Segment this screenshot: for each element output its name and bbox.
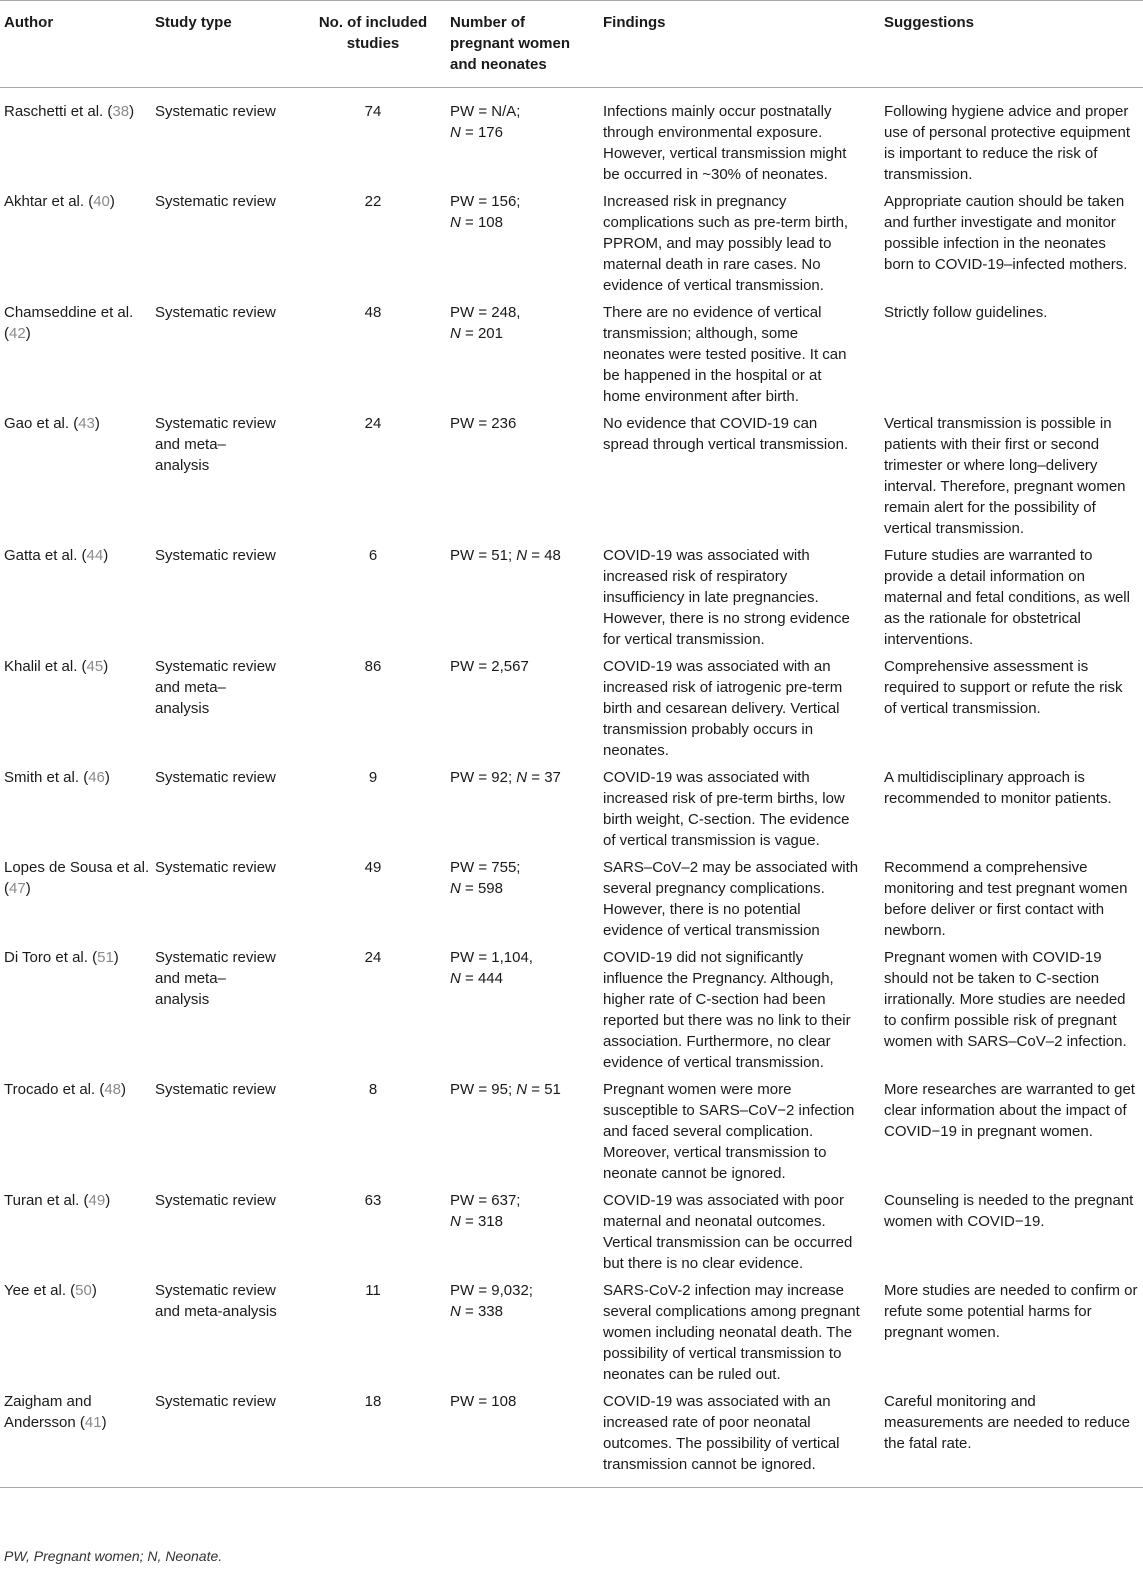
participants-cell [450, 1391, 603, 1488]
header-suggestions: Suggestions [884, 14, 975, 31]
table-header [0, 1, 1143, 88]
table-row [0, 1079, 1143, 1190]
pregnant-women-count: PW = 248, [450, 304, 521, 321]
participants-cell [450, 1280, 603, 1391]
study-type-cell: Systematic review and meta-analysis [155, 1282, 277, 1320]
pregnant-women-count: PW = 9,032; [450, 1282, 533, 1299]
reference-link[interactable]: 43 [78, 415, 95, 432]
table-row [0, 413, 1143, 545]
neonate-count: = 201 [460, 325, 503, 342]
suggestions-cell: Vertical transmission is possible in patients with their first or second trimester or where long–delivery interval. Therefore, pregnant women remain alert for the possibility of vertical transmission. [884, 415, 1126, 537]
reference-link[interactable]: 48 [104, 1081, 122, 1098]
reference-link[interactable]: 41 [84, 1414, 102, 1431]
findings-cell: Pregnant women were more susceptible to SARS–CoV−2 infection and faced several complication. Moreover, vertical transmission to neonate cannot be ignored. [603, 1081, 855, 1182]
author-name: Yee et al. [4, 1282, 66, 1299]
author-cell: Akhtar et al. (40) [4, 193, 115, 210]
findings-cell: COVID-19 was associated with an increased rate of poor neonatal outcomes. The possibility of vertical transmission cannot be ignored. [603, 1393, 840, 1473]
study-type-cell: Systematic review [155, 193, 276, 210]
author-name: Zaigham and Andersson [4, 1393, 92, 1431]
author-name: Smith et al. [4, 769, 80, 786]
study-type-cell: Systematic review [155, 1393, 276, 1410]
findings-cell: SARS–CoV–2 may be associated with several pregnancy complications. However, there is no potential evidence of vertical transmission [603, 859, 859, 939]
neonate-symbol: N [450, 325, 461, 342]
pregnant-women-count: PW = 2,567 [450, 658, 529, 675]
suggestions-cell: More studies are needed to confirm or refute some potential harms for pregnant women. [884, 1282, 1138, 1341]
table-row [0, 767, 1143, 857]
study-type-cell: Systematic review [155, 1081, 276, 1098]
header-included-studies [296, 1, 450, 88]
reference-link[interactable]: 47 [9, 880, 26, 897]
findings-cell: Infections mainly occur postnatally through environmental exposure. However, vertical transmission might be occurred in ~30% of neonates. [603, 103, 847, 183]
findings-cell: COVID-19 was associated with increased risk of pre-term births, low birth weight, C-section. The evidence of vertical transmission is vague. [603, 769, 850, 849]
table-row [0, 1190, 1143, 1280]
neonate-symbol: N [450, 1213, 461, 1230]
author-cell: Lopes de Sousa et al. (47) [4, 859, 150, 897]
findings-cell: No evidence that COVID-19 can spread through vertical transmission. [603, 415, 849, 453]
author-name: Raschetti et al. [4, 103, 104, 120]
reference-link[interactable]: 42 [9, 325, 26, 342]
neonate-count-group [516, 769, 561, 786]
neonate-count: = 51 [527, 1081, 561, 1098]
neonate-symbol: N [516, 769, 528, 786]
author-name: Akhtar et al. [4, 193, 85, 210]
suggestions-cell: Future studies are warranted to provide a detail information on maternal and fetal conditions, as well as the rationale for obstetrical interventions. [884, 547, 1130, 648]
author-cell: Raschetti et al. (38) [4, 103, 135, 120]
included-studies-cell: 8 [368, 1081, 378, 1098]
included-studies-cell: 48 [364, 304, 382, 321]
author-name: Lopes de Sousa et al. [4, 859, 150, 876]
table-row [0, 302, 1143, 413]
findings-cell: There are no evidence of vertical transmission; although, some neonates were tested positive. It can be happened in the hospital or at home environment after birth. [603, 304, 847, 405]
author-name: Chamseddine et al. [4, 304, 134, 321]
suggestions-cell: Recommend a comprehensive monitoring and test pregnant women before deliver or first contact with newborn. [884, 859, 1128, 939]
neonate-symbol: N [450, 124, 461, 141]
suggestions-cell: Appropriate caution should be taken and further investigate and monitor possible infection in the neonates born to COVID-19–infected mothers. [884, 193, 1128, 273]
reference-link[interactable]: 50 [75, 1282, 92, 1299]
author-name: Gao et al. [4, 415, 70, 432]
included-studies-cell: 86 [364, 658, 382, 675]
reference-link[interactable]: 38 [112, 103, 130, 120]
author-cell: Zaigham and Andersson (41) [4, 1393, 107, 1431]
pregnant-women-count: PW = 92; [450, 769, 517, 786]
suggestions-cell: Careful monitoring and measurements are needed to reduce the fatal rate. [884, 1393, 1130, 1452]
table-body [0, 88, 1143, 1488]
included-studies-cell: 18 [364, 1393, 382, 1410]
pregnant-women-count: PW = 108 [450, 1393, 517, 1410]
study-type-cell: Systematic review [155, 769, 276, 786]
reference-link[interactable]: 44 [86, 547, 104, 564]
neonate-count-group [450, 968, 603, 989]
header-author: Author [4, 14, 54, 31]
header-study-type: Study type [155, 14, 232, 31]
study-type-cell: Systematic review [155, 859, 276, 876]
author-cell: Turan et al. (49) [4, 1192, 111, 1209]
suggestions-cell: Counseling is needed to the pregnant women with COVID−19. [884, 1192, 1134, 1230]
table-row [0, 947, 1143, 1079]
neonate-count-group [450, 1301, 603, 1322]
author-name: Trocado et al. [4, 1081, 96, 1098]
neonate-count: = 444 [460, 970, 503, 987]
participants-cell [450, 947, 603, 1079]
header-included-studies-label: No. of included studies [318, 14, 428, 52]
table-row [0, 88, 1143, 192]
reference-link[interactable]: 40 [93, 193, 110, 210]
participants-cell [450, 545, 603, 656]
table-row [0, 857, 1143, 947]
neonate-count: = 108 [460, 214, 503, 231]
neonate-count: = 37 [527, 769, 561, 786]
pregnant-women-count: PW = 51; [450, 547, 517, 564]
author-cell: Trocado et al. (48) [4, 1081, 127, 1098]
neonate-count-group [450, 323, 603, 344]
table-row [0, 656, 1143, 767]
author-cell: Yee et al. (50) [4, 1282, 97, 1299]
neonate-symbol: N [516, 547, 528, 564]
included-studies-cell: 24 [364, 415, 382, 432]
participants-cell [450, 1079, 603, 1190]
author-name: Khalil et al. [4, 658, 78, 675]
author-cell: Di Toro et al. (51) [4, 949, 119, 966]
included-studies-cell: 24 [364, 949, 382, 966]
neonate-count-group [516, 1081, 561, 1098]
neonate-count: = 318 [460, 1213, 503, 1230]
neonate-symbol: N [450, 214, 461, 231]
findings-cell: SARS-CoV-2 infection may increase several complications among pregnant women including neonatal death. The possibility of vertical transmission to neonates can be ruled out. [603, 1282, 860, 1383]
header-findings: Findings [603, 14, 666, 31]
study-type-cell: Systematic review and meta–analysis [155, 415, 276, 474]
header-participants-label: Number of pregnant women and neonates [450, 14, 571, 73]
findings-cell: COVID-19 did not significantly influence the Pregnancy. Although, higher rate of C-section had been reported but there was no link to their association. Furthermore, no clear evidence of vertical transmission. [603, 949, 851, 1071]
findings-cell: COVID-19 was associated with poor maternal and neonatal outcomes. Vertical transmission can be occurred but there is no clear evidence. [603, 1192, 853, 1272]
neonate-symbol: N [450, 880, 461, 897]
neonate-count: = 48 [527, 547, 561, 564]
table-row [0, 545, 1143, 656]
included-studies-cell: 6 [368, 547, 378, 564]
included-studies-cell: 22 [364, 193, 382, 210]
neonate-count: = 338 [460, 1303, 503, 1320]
pregnant-women-count: PW = 755; [450, 859, 521, 876]
neonate-count-group [450, 1211, 603, 1232]
suggestions-cell: Strictly follow guidelines. [884, 304, 1048, 321]
author-name: Turan et al. [4, 1192, 80, 1209]
pregnant-women-count: PW = 156; [450, 193, 521, 210]
author-cell: Gatta et al. (44) [4, 547, 109, 564]
participants-cell [450, 88, 603, 192]
neonate-count-group [516, 547, 561, 564]
included-studies-cell: 11 [365, 1282, 381, 1299]
pregnant-women-count: PW = 95; [450, 1081, 517, 1098]
participants-cell [450, 656, 603, 767]
reference-link[interactable]: 46 [88, 769, 105, 786]
reference-link[interactable]: 45 [86, 658, 104, 675]
participants-cell [450, 1190, 603, 1280]
table-row [0, 1280, 1143, 1391]
neonate-count: = 176 [460, 124, 503, 141]
suggestions-cell: Comprehensive assessment is required to support or refute the risk of vertical transmission. [884, 658, 1123, 717]
author-cell: Chamseddine et al. (42) [4, 304, 134, 342]
reference-link[interactable]: 51 [97, 949, 114, 966]
author-cell: Gao et al. (43) [4, 415, 100, 432]
suggestions-cell: Pregnant women with COVID-19 should not be taken to C-section irrationally. More studies are needed to confirm possible risk of pregnant women with SARS–CoV–2 infection. [884, 949, 1127, 1050]
study-type-cell: Systematic review [155, 103, 276, 120]
header-participants [450, 1, 603, 88]
suggestions-cell: More researches are warranted to get clear information about the impact of COVID−19 in pregnant women. [884, 1081, 1135, 1140]
neonate-symbol: N [450, 970, 461, 987]
reference-link[interactable]: 49 [88, 1192, 106, 1209]
table-row [0, 1391, 1143, 1488]
pregnant-women-count: PW = 637; [450, 1192, 521, 1209]
participants-cell [450, 767, 603, 857]
study-type-cell: Systematic review [155, 304, 276, 321]
header-row [0, 1, 1143, 88]
included-studies-cell: 74 [364, 103, 382, 120]
suggestions-cell: Following hygiene advice and proper use of personal protective equipment is important to reduce the risk of transmission. [884, 103, 1130, 183]
neonate-count-group [450, 212, 603, 233]
study-type-cell: Systematic review and meta–analysis [155, 658, 276, 717]
study-type-cell: Systematic review [155, 547, 276, 564]
included-studies-cell: 63 [364, 1192, 382, 1209]
included-studies-cell: 9 [368, 769, 378, 786]
author-cell: Khalil et al. (45) [4, 658, 109, 675]
pregnant-women-count: PW = N/A; [450, 103, 521, 120]
neonate-count: = 598 [460, 880, 503, 897]
neonate-count-group [450, 122, 603, 143]
participants-cell [450, 302, 603, 413]
author-cell: Smith et al. (46) [4, 769, 110, 786]
author-name: Di Toro et al. [4, 949, 88, 966]
participants-cell [450, 191, 603, 302]
table-footnote: PW, Pregnant women; N, Neonate. [4, 1548, 223, 1564]
findings-cell: Increased risk in pregnancy complications such as pre-term birth, PPROM, and may possibly lead to maternal death in rare cases. No evidence of vertical transmission. [603, 193, 849, 294]
author-name: Gatta et al. [4, 547, 78, 564]
participants-cell [450, 857, 603, 947]
included-studies-cell: 49 [364, 859, 382, 876]
table-row [0, 191, 1143, 302]
pregnant-women-count: PW = 1,104, [450, 949, 533, 966]
suggestions-cell: A multidisciplinary approach is recommended to monitor patients. [884, 769, 1112, 807]
study-type-cell: Systematic review and meta–analysis [155, 949, 276, 1008]
participants-cell [450, 413, 603, 545]
findings-cell: COVID-19 was associated with an increased risk of iatrogenic pre-term birth and cesarean delivery. Vertical transmission probably occurs in neonates. [603, 658, 843, 759]
neonate-count-group [450, 878, 603, 899]
neonate-symbol: N [450, 1303, 461, 1320]
study-type-cell: Systematic review [155, 1192, 276, 1209]
neonate-symbol: N [516, 1081, 528, 1098]
pregnant-women-count: PW = 236 [450, 415, 517, 432]
findings-cell: COVID-19 was associated with increased risk of respiratory insufficiency in late pregnancies. However, there is no strong evidence for vertical transmission. [603, 547, 850, 648]
